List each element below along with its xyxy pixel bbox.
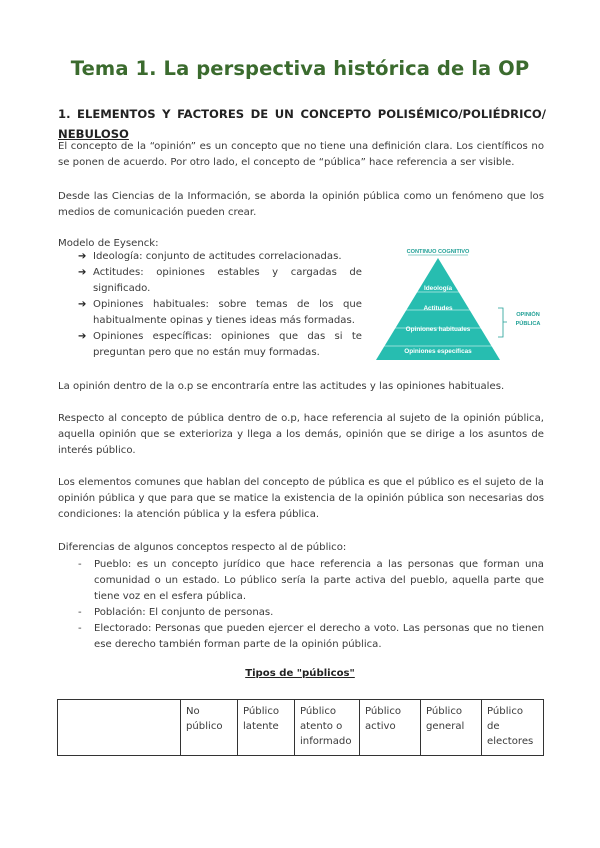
list-item <box>78 265 362 297</box>
pyramid-side-label-2: PÚBLICA <box>515 321 541 327</box>
list-item <box>78 557 544 605</box>
list-item <box>78 329 362 361</box>
paragraph-line: medios de comunicación pueden crear. <box>58 207 257 218</box>
list-item-line: comunidad o un estado. Lo público sería la parte activa del pueblo, aquella parte que <box>94 575 544 586</box>
paragraph-line: Respecto al concepto de pública dentro de o.p, hace referencia al sujeto de la opinión pública, <box>58 413 544 424</box>
paragraph-line: La opinión dentro de la o.p se encontraría entre las actitudes y las opiniones habituales. <box>58 381 505 392</box>
diferencias-label <box>58 540 544 556</box>
list-item-line: Ideología: conjunto de actitudes correlacionadas. <box>93 251 342 262</box>
list-item-line: preguntan pero que no están muy formadas. <box>93 347 320 358</box>
cell-line: Público <box>426 706 463 717</box>
list-item-line: Electorado: Personas que pueden ejercer el derecho a voto. Las personas que no tienen <box>94 623 544 634</box>
pyramid-level-ideologia: Ideología <box>423 285 453 292</box>
pyramid-top-label: CONTINUO COGNITIVO <box>406 249 470 255</box>
cell-line: de <box>487 721 500 732</box>
cell-line: Público <box>300 706 337 717</box>
pyramid-level-actitudes: Actitudes <box>423 305 453 312</box>
cell-line: informado <box>300 736 352 747</box>
paragraph-line: Desde las Ciencias de la Información, se aborda la opinión pública como un fenómeno que los <box>58 191 544 202</box>
tipos-publicos-table <box>57 699 544 756</box>
table-row <box>58 700 544 756</box>
table-header-cell <box>482 700 544 756</box>
cell-line: Público <box>243 706 280 717</box>
table-header-cell <box>360 700 421 756</box>
pyramid-level-opiniones-habituales: Opiniones habituales <box>405 326 471 333</box>
arrow-bullet-icon: ➔ <box>78 299 87 310</box>
paragraph-line: opinión pública y que para que se matice la existencia de la opinión pública son necesarias dos <box>58 493 544 504</box>
eysenck-list <box>78 249 362 361</box>
arrow-bullet-icon: ➔ <box>78 331 87 342</box>
dash-bullet-icon: - <box>78 607 82 618</box>
pyramid-bracket <box>498 308 507 337</box>
paragraph-op-actitudes <box>58 379 544 395</box>
cell-line: Público <box>487 706 524 717</box>
list-item-line: significado. <box>93 283 151 294</box>
paragraph-line: Diferencias de algunos conceptos respecto al de público: <box>58 542 347 553</box>
paragraph-line: El concepto de la “opinión” es un concepto que no tiene una definición clara. Los científicos no <box>58 141 544 152</box>
page-title: Tema 1. La perspectiva histórica de la OP <box>70 57 530 80</box>
paragraph-concepto-publica <box>58 411 544 459</box>
cell-line: electores <box>487 736 534 747</box>
cell-line: Público <box>365 706 402 717</box>
list-item-line: tiene voz en el esfera pública. <box>94 591 247 602</box>
paragraph-line: se ponen de acuerdo. Por otro lado, el concepto de “pública” hace referencia a ser visible. <box>58 157 515 168</box>
paragraph-line: condiciones: la atención pública y la esfera pública. <box>58 509 320 520</box>
list-item-line: ese derecho también forman parte de la opinión pública. <box>94 639 382 650</box>
cell-line: atento o <box>300 721 343 732</box>
list-item-line: Pueblo: es un concepto jurídico que hace referencia a las personas que forman una <box>94 559 544 570</box>
dash-bullet-icon: - <box>78 623 82 634</box>
list-item-line: Población: El conjunto de personas. <box>94 607 274 618</box>
diferencias-list <box>78 557 544 653</box>
cell-line: público <box>186 721 223 732</box>
list-item-line: Opiniones específicas: opiniones que das si te <box>93 331 362 342</box>
cell-line: general <box>426 721 465 732</box>
list-item <box>78 621 544 653</box>
list-item <box>78 605 544 621</box>
table-header-cell <box>295 700 360 756</box>
paragraph-line: Modelo de Eysenck: <box>58 238 159 249</box>
list-item-line: Opiniones habituales: sobre temas de los que <box>93 299 362 310</box>
cell-line: latente <box>243 721 279 732</box>
paragraph-line: interés público. <box>58 445 136 456</box>
table-header-cell <box>181 700 238 756</box>
list-item-line: habitualmente opinas y tienes ideas más formadas. <box>93 315 355 326</box>
list-item-line: Actitudes: opiniones estables y cargadas de <box>93 267 362 278</box>
section-heading-line-1: 1. ELEMENTOS Y FACTORES DE UN CONCEPTO POLISÉMICO/POLIÉDRICO/ <box>58 107 546 121</box>
section-heading <box>58 104 546 144</box>
list-item <box>78 297 362 329</box>
paragraph-line: aquella opinión que se exterioriza y llega a los demás, opinión que se dirige a los asuntos de <box>58 429 544 440</box>
paragraph-elementos-comunes <box>58 475 544 523</box>
table-header-cell <box>58 700 181 756</box>
eysenck-pyramid-diagram <box>372 244 550 364</box>
table-header-cell <box>421 700 482 756</box>
paragraph-line: Los elementos comunes que hablan del concepto de pública es que el público es el sujeto de la <box>58 477 544 488</box>
arrow-bullet-icon: ➔ <box>78 251 87 262</box>
cell-line: activo <box>365 721 396 732</box>
pyramid-side-label-1: OPINIÓN <box>516 312 540 318</box>
arrow-bullet-icon: ➔ <box>78 267 87 278</box>
paragraph-ciencias-informacion <box>58 189 544 221</box>
cell-line: No <box>186 706 200 717</box>
table-title: Tipos de "públicos" <box>245 668 355 679</box>
dash-bullet-icon: - <box>78 559 82 570</box>
pyramid-level-opiniones-especificas: Opiniones específicas <box>404 348 472 355</box>
table-header-cell <box>238 700 295 756</box>
section-heading-line-2: NEBULOSO <box>58 127 129 141</box>
paragraph-opinion-definition <box>58 139 544 171</box>
list-item <box>78 249 362 265</box>
